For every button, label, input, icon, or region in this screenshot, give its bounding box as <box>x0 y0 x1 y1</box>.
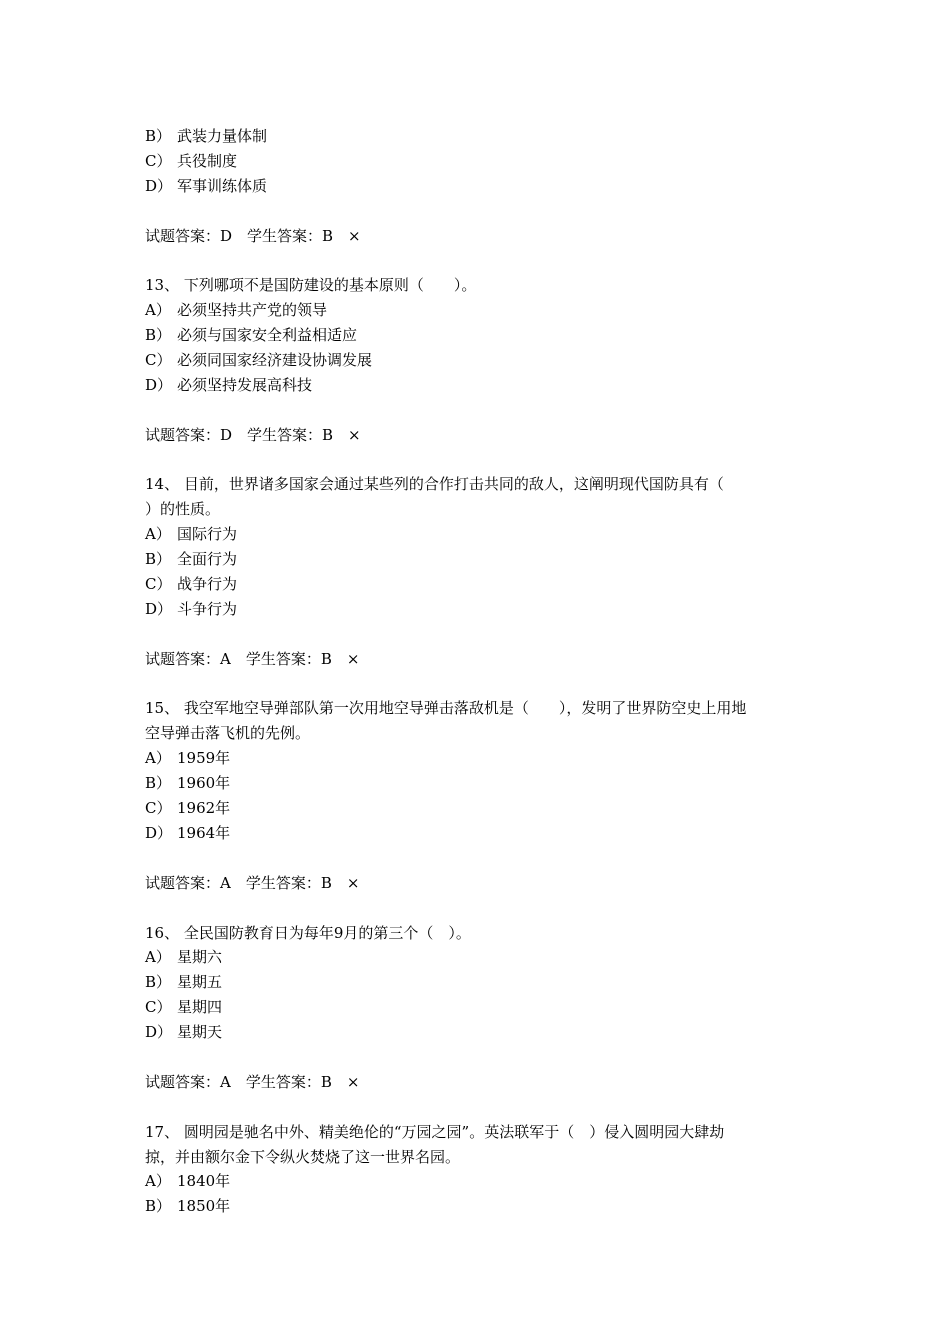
option-letter: B） <box>145 1197 172 1216</box>
answer-text: 试题答案：D 学生答案：B × <box>145 226 361 245</box>
question-14 <box>145 472 815 696</box>
option-text: 武装力量体制 <box>177 127 268 145</box>
option-letter: B） <box>145 550 172 569</box>
option-letter: C） <box>145 799 172 818</box>
question-number: 13、 <box>145 276 180 295</box>
option-letter: D） <box>145 599 173 618</box>
option-letter: A） <box>145 1172 171 1191</box>
question-stem-line: ）的性质。 <box>145 500 221 519</box>
option-letter: D） <box>145 176 173 195</box>
option-text: 必须与国家安全利益相适应 <box>177 326 358 345</box>
question-stem <box>145 1120 815 1145</box>
option-letter: C） <box>145 351 172 370</box>
option-text: 星期天 <box>177 1023 223 1042</box>
carryover-options <box>145 124 815 199</box>
question-stem-line: 掠，并由额尔金下令纵火焚烧了这一世界名园。 <box>145 1147 461 1166</box>
option-text: 国际行为 <box>177 525 238 544</box>
question-stem-line: 我空军地空导弹部队第一次用地空导弹击落敌机是（ ），发明了世界防空史上用地 <box>183 699 747 718</box>
option-row <box>145 547 815 572</box>
option-row <box>145 298 815 323</box>
document-page <box>145 124 815 1219</box>
answer-text: 试题答案：A 学生答案：B × <box>145 649 360 668</box>
spacer <box>145 846 815 871</box>
answer-line <box>145 423 815 448</box>
question-stem-continued <box>145 721 815 746</box>
question-stem-continued <box>145 1145 815 1170</box>
question-stem <box>145 696 815 721</box>
option-text: 必须坚持发展高科技 <box>177 375 313 394</box>
option-text: 星期五 <box>177 973 223 992</box>
question-stem <box>145 472 815 497</box>
option-row <box>145 970 815 995</box>
option-text: 兵役制度 <box>177 151 238 170</box>
question-stem-continued <box>145 497 815 522</box>
question-number: 17、 <box>145 1122 180 1141</box>
option-letter: D） <box>145 1023 173 1042</box>
option-text: 1964年 <box>177 823 231 842</box>
spacer <box>145 672 815 697</box>
option-letter: A） <box>145 749 171 768</box>
option-text: 1840年 <box>177 1172 231 1191</box>
question-17 <box>145 1120 815 1220</box>
option-letter: B） <box>145 326 172 345</box>
spacer <box>145 199 815 224</box>
option-text: 1960年 <box>177 774 231 793</box>
spacer <box>145 1095 815 1120</box>
option-row <box>145 572 815 597</box>
option-row <box>145 174 815 199</box>
option-text: 必须同国家经济建设协调发展 <box>177 351 373 370</box>
answer-line <box>145 647 815 672</box>
option-row <box>145 1194 815 1219</box>
question-number: 16、 <box>145 923 180 942</box>
option-letter: C） <box>145 151 172 170</box>
option-letter: B） <box>145 774 172 793</box>
option-text: 星期四 <box>177 998 223 1017</box>
option-text: 必须坚持共产党的领导 <box>177 301 328 320</box>
option-row <box>145 373 815 398</box>
answer-text: 试题答案：D 学生答案：B × <box>145 425 361 444</box>
spacer <box>145 448 815 473</box>
spacer <box>145 248 815 273</box>
question-15 <box>145 696 815 920</box>
spacer <box>145 1045 815 1070</box>
option-row <box>145 597 815 622</box>
option-row <box>145 1020 815 1045</box>
option-text: 斗争行为 <box>177 599 238 618</box>
option-row <box>145 945 815 970</box>
option-letter: B） <box>145 973 172 992</box>
question-stem-line: 空导弹击落飞机的先例。 <box>145 724 311 743</box>
answer-text: 试题答案：A 学生答案：B × <box>145 1072 360 1091</box>
option-row <box>145 771 815 796</box>
option-text: 1850年 <box>177 1197 231 1216</box>
option-row <box>145 746 815 771</box>
option-letter: A） <box>145 301 171 320</box>
question-stem <box>145 273 815 298</box>
option-text: 全面行为 <box>177 550 238 569</box>
option-row <box>145 323 815 348</box>
option-letter: A） <box>145 525 171 544</box>
question-number: 14、 <box>145 475 180 494</box>
option-row <box>145 995 815 1020</box>
option-letter: D） <box>145 375 173 394</box>
option-text: 军事训练体质 <box>177 176 268 195</box>
option-row <box>145 522 815 547</box>
option-row <box>145 348 815 373</box>
option-row <box>145 124 815 149</box>
question-stem-line: 目前，世界诸多国家会通过某些列的合作打击共同的敌人，这阐明现代国防具有（ <box>183 475 724 494</box>
option-row <box>145 1169 815 1194</box>
answer-text: 试题答案：A 学生答案：B × <box>145 873 360 892</box>
option-letter: C） <box>145 575 172 594</box>
option-text: 战争行为 <box>177 575 238 594</box>
answer-line <box>145 1070 815 1095</box>
question-stem-line: 下列哪项不是国防建设的基本原则（ ）。 <box>183 276 477 295</box>
question-stem-line: 圆明园是驰名中外、精美绝伦的“万园之园”。英法联军于（ ）侵入圆明园大肆劫 <box>183 1122 725 1141</box>
option-text: 1959年 <box>177 749 231 768</box>
option-text: 1962年 <box>177 799 231 818</box>
spacer <box>145 896 815 921</box>
answer-line <box>145 224 815 249</box>
answer-line <box>145 871 815 896</box>
spacer <box>145 398 815 423</box>
question-stem-line: 全民国防教育日为每年9月的第三个（ ）。 <box>183 923 471 942</box>
question-stem <box>145 921 815 946</box>
option-letter: D） <box>145 823 173 842</box>
option-text: 星期六 <box>177 948 223 967</box>
option-letter: B） <box>145 127 172 145</box>
option-letter: A） <box>145 948 171 967</box>
question-number: 15、 <box>145 699 180 718</box>
option-row <box>145 149 815 174</box>
question-13 <box>145 273 815 472</box>
question-16 <box>145 921 815 1120</box>
spacer <box>145 622 815 647</box>
option-row <box>145 821 815 846</box>
option-letter: C） <box>145 998 172 1017</box>
option-row <box>145 796 815 821</box>
